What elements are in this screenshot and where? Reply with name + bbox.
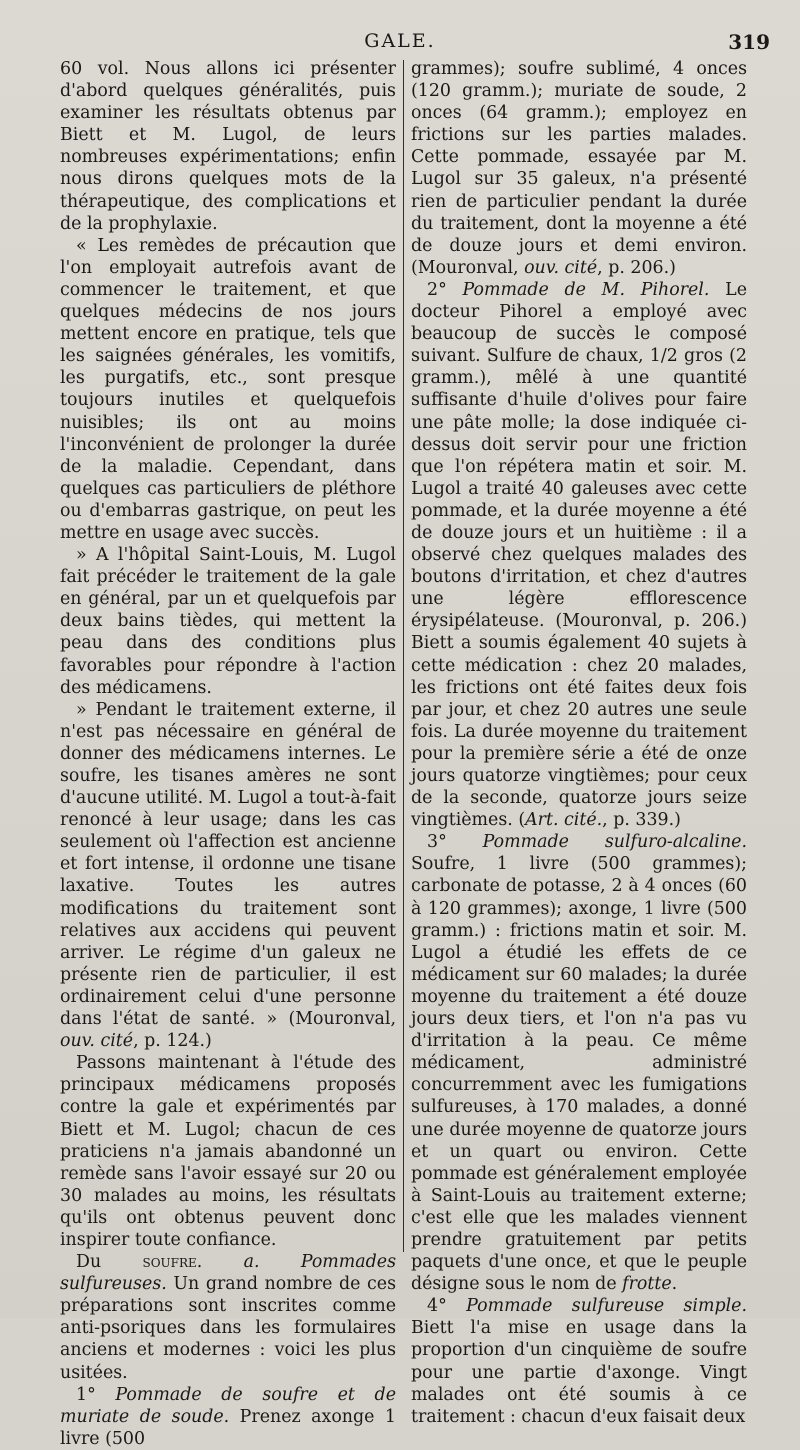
running-head bbox=[0, 30, 800, 58]
paragraph-pommade-3: 3° Pommade sulfuro-alcaline. Soufre, 1 livre (500 grammes); carbonate de potasse, 2 à 4 onces (60 à 120 grammes); axonge, 1 livre (500 gramm.) : frictions matin et soir. M. Lugol a étudié les effets de ce médicament sur 60 malades; la durée moyenne du traitement a été douze jours deux tiers, et l'on n'a pas vu d'irritation à la peau. Ce même médicament, administré concurremment avec les fumigations sulfureuses, à 170 malades, a donné une durée moyenne de quatorze jours et un quart ou environ. Cette pommade est généralement employée à Saint-Louis au traitement externe; c'est elle que les malades viennent prendre gratuitement par petits paquets d'une once, et que le peuple désigne sous le nom de frotte. bbox=[411, 832, 747, 1295]
column-divider bbox=[403, 60, 404, 1252]
left-column bbox=[60, 58, 396, 1450]
paragraph-external-treatment: » Pendant le traitement externe, il n'est pas nécessaire en général de donner des médicamens internes. Le soufre, les tisanes amères ne sont d'aucune utilité. M. Lugol a tout-à-fait renoncé à leur usage; dans les cas seulement où l'affection est ancienne et fort intense, il ordonne une tisane laxative. Toutes les autres modifications du traitement sont relatives aux accidens qui peuvent arriver. Le régime d'un galeux ne présente rien de particulier, il est ordinairement celui d'une personne dans l'état de santé. » (Mouronval, ouv. cité, p. 124.) bbox=[60, 699, 396, 1052]
paragraph-precautions: « Les remèdes de précaution que l'on employait autrefois avant de commencer le traitement, et que quelques médecins de nos jours mettent encore en pratique, tels que les saignées générales, les vomitifs, les purgatifs, etc., sont presque toujours inutiles et quelquefois nuisibles; ils ont au moins l'inconvénient de prolonger la durée de la maladie. Cependant, dans quelques cas particuliers de pléthore ou d'embarras gastrique, on peut les mettre en usage avec succès. bbox=[60, 235, 396, 543]
paragraph-pommade-1: 1° Pommade de soufre et de muriate de soude. Prenez axonge 1 livre (500 bbox=[60, 1384, 396, 1449]
paragraph-medicaments: Passons maintenant à l'étude des principaux médicamens proposés contre la gale et expérimentés par Biett et M. Lugol; chacun de ces praticiens n'a jamais abandonné un remède sans l'avoir essayé sur 20 ou 30 malades au moins, les résultats qu'ils ont obtenus peuvent donc inspirer toute confiance. bbox=[60, 1053, 396, 1250]
paragraph-pommade-1-continued: grammes); soufre sublimé, 4 onces (120 gramm.); muriate de soude, 2 onces (64 gramm.); employez en frictions sur les parties malades. Cette pommade, essayée par M. Lugol sur 35 galeux, n'a présenté rien de particulier pendant la durée du traitement, dont la moyenne a été de douze jours et demi environ. (Mouronval, ouv. cité, p. 206.) bbox=[411, 59, 747, 278]
paragraph-pommade-4: 4° Pommade sulfureuse simple. Biett l'a mise en usage dans la proportion d'un cinquième de soufre pour une partie d'axonge. Vingt malades ont été soumis à ce traitement : chacun d'eux faisait deux bbox=[411, 1296, 747, 1427]
paragraph-soufre-section: Du soufre. a. Pommades sulfureuses. Un grand nombre de ces préparations sont inscrites comme anti-psoriques dans les formulaires anciens et modernes : voici les plus usitées. bbox=[60, 1252, 397, 1383]
right-column bbox=[411, 58, 747, 1428]
paragraph-pommade-2: 2° Pommade de M. Pihorel. Le docteur Pihorel a employé avec beaucoup de succès le composé suivant. Sulfure de chaux, 1/2 gros (2 gramm.), mêlé à une quantité suffisante d'huile d'olives pour faire une pâte molle; la dose indiquée ci-dessus doit servir pour une friction que l'on répétera matin et soir. M. Lugol a traité 40 galeuses avec cette pommade, et la durée moyenne a été de douze jours et un huitième : il a observé chez quelques malades des boutons d'irritation, et chez d'autres une légère efflorescence érysipélateuse. (Mouronval, p. 206.) Biett a soumis également 40 sujets à cette médication : chez 20 malades, les frictions ont été faites deux fois par jour, et chez 20 autres une seule fois. La durée moyenne du traitement pour la première série a été de onze jours quatorze vingtièmes; pour ceux de la seconde, quatorze jours seize vingtièmes. (Art. cité., p. 339.) bbox=[411, 279, 747, 831]
paragraph-saint-louis: » A l'hôpital Saint-Louis, M. Lugol fait précéder le traitement de la gale en général, par un et quelquefois par deux bains tièdes, qui mettent la peau dans des conditions plus favorables pour répondre à l'action des médicamens. bbox=[60, 545, 396, 698]
page-number: 319 bbox=[728, 30, 770, 54]
paragraph-intro: 60 vol. Nous allons ici présenter d'abord quelques généralités, puis examiner les résultats obtenus par Biett et M. Lugol, de leurs nombreuses expérimentations; enfin nous dirons quelques mots de la thérapeutique, des complications et de la prophylaxie. bbox=[60, 59, 396, 234]
running-title: GALE. bbox=[364, 30, 436, 52]
